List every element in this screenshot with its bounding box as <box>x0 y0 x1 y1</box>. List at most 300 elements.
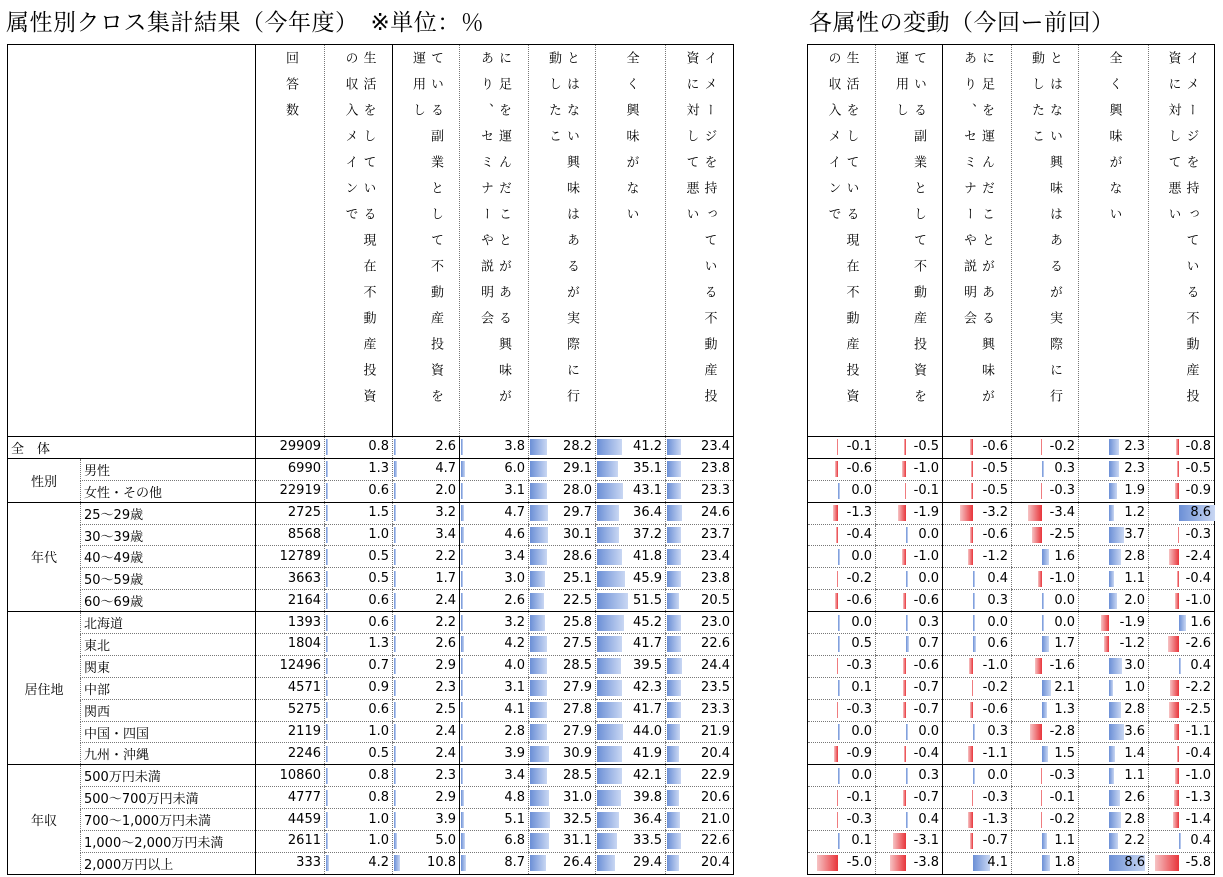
change-bar <box>973 636 976 652</box>
value: 22.9 <box>701 767 730 783</box>
value: 2.6 <box>435 636 456 652</box>
change-value: 8.6 <box>1190 505 1211 521</box>
change-bar <box>1109 527 1124 543</box>
change-bar <box>817 855 838 871</box>
change-bar <box>970 439 973 455</box>
change-value: -1.0 <box>913 548 939 564</box>
response-count: 2164 <box>287 592 321 608</box>
change-bar <box>1177 571 1179 587</box>
response-count: 2611 <box>287 833 321 849</box>
value: 41.7 <box>633 702 662 718</box>
change-value: -0.4 <box>1185 745 1211 761</box>
row-label: 50～59歳 <box>81 568 256 590</box>
value-bar <box>326 636 328 652</box>
change-bar <box>1032 527 1042 543</box>
change-value: -0.4 <box>1185 570 1211 586</box>
value: 2.4 <box>435 724 456 740</box>
change-value: -0.2 <box>846 570 872 586</box>
value: 22.6 <box>701 833 730 849</box>
change-value: -0.6 <box>982 702 1008 718</box>
value: 6.8 <box>504 833 525 849</box>
value: 28.0 <box>563 483 592 499</box>
value-bar <box>461 658 463 674</box>
value-bar <box>461 615 463 631</box>
change-bar <box>1109 505 1114 521</box>
value-bar <box>461 833 465 849</box>
value: 20.6 <box>701 789 730 805</box>
change-value: -0.1 <box>846 439 872 455</box>
value-bar <box>394 790 396 806</box>
response-count: 10860 <box>279 767 321 783</box>
value: 28.2 <box>563 439 592 455</box>
value: 4.2 <box>504 636 525 652</box>
value-bar <box>530 439 547 455</box>
change-value: 0.4 <box>987 570 1008 586</box>
change-bar <box>838 724 840 740</box>
value: 23.4 <box>701 548 730 564</box>
value-bar <box>667 812 680 828</box>
value: 2.2 <box>435 614 456 630</box>
response-count: 2246 <box>287 745 321 761</box>
change-bar <box>1042 833 1047 849</box>
change-row <box>808 458 1215 480</box>
column-header: ている副業として不動産投資を運用し <box>893 51 926 415</box>
value: 31.1 <box>563 833 592 849</box>
change-value: -1.1 <box>1185 724 1211 740</box>
change-bar <box>837 439 839 455</box>
value: 27.5 <box>563 636 592 652</box>
column-header: 全く興味がない <box>1106 51 1122 233</box>
column-header: に足を運んだことがある興味があり、セミナーや説明会 <box>961 51 994 415</box>
value: 1.0 <box>368 724 389 740</box>
value-bar <box>326 833 328 849</box>
change-bar <box>904 746 906 762</box>
change-value: 1.6 <box>1054 548 1075 564</box>
row-label: 中国・四国 <box>81 721 256 743</box>
change-bar <box>837 658 839 674</box>
change-bar <box>970 702 973 718</box>
change-bar <box>1109 680 1113 696</box>
table-row <box>8 590 734 612</box>
value: 0.8 <box>368 767 389 783</box>
row-label: 北海道 <box>81 612 256 634</box>
value: 0.6 <box>368 592 389 608</box>
change-value: 0.0 <box>987 614 1008 630</box>
value: 31.0 <box>563 789 592 805</box>
response-count: 4459 <box>287 811 321 827</box>
change-value: -2.8 <box>1049 724 1075 740</box>
value-bar <box>326 593 328 609</box>
change-bar <box>898 505 906 521</box>
change-value: -0.3 <box>846 811 872 827</box>
value-bar <box>667 702 681 718</box>
change-value: -2.4 <box>1185 548 1211 564</box>
value: 51.5 <box>633 592 662 608</box>
value-bar <box>326 724 328 740</box>
change-bar <box>1030 724 1042 740</box>
value: 4.7 <box>435 461 456 477</box>
response-count: 1804 <box>287 636 321 652</box>
value-bar <box>394 724 396 740</box>
change-bar <box>1042 549 1049 565</box>
change-bar <box>838 833 840 849</box>
change-value: 0.3 <box>1054 461 1075 477</box>
value-bar <box>597 593 628 609</box>
change-value: 0.0 <box>918 724 939 740</box>
change-bar <box>903 658 906 674</box>
change-value: -1.0 <box>1185 767 1211 783</box>
change-bar <box>1109 658 1122 674</box>
value-bar <box>530 724 547 740</box>
value-bar <box>394 571 396 587</box>
change-bar <box>1109 724 1124 740</box>
change-value: 0.0 <box>851 767 872 783</box>
value-bar <box>394 768 396 784</box>
value-bar <box>394 658 396 674</box>
response-count: 5275 <box>287 702 321 718</box>
value-bar <box>326 746 328 762</box>
change-value: 0.0 <box>1054 592 1075 608</box>
change-bar <box>960 505 973 521</box>
table-row <box>8 765 734 787</box>
value-bar <box>326 571 328 587</box>
value-bar <box>597 746 622 762</box>
change-bar <box>1155 855 1179 871</box>
change-bar <box>835 593 838 609</box>
value-bar <box>394 549 396 565</box>
change-bar <box>969 658 973 674</box>
change-bar <box>1041 812 1043 828</box>
value: 0.5 <box>368 548 389 564</box>
change-bar <box>833 505 838 521</box>
table-row <box>8 743 734 765</box>
change-bar <box>838 549 840 565</box>
value-bar <box>597 855 615 871</box>
value: 3.9 <box>504 745 525 761</box>
value: 24.6 <box>701 505 730 521</box>
value: 41.7 <box>633 636 662 652</box>
change-bar <box>1041 439 1043 455</box>
table-row <box>8 437 734 459</box>
change-value: -2.5 <box>1185 702 1211 718</box>
change-value: 0.4 <box>1190 658 1211 674</box>
change-bar <box>1175 768 1179 784</box>
value-bar <box>530 593 544 609</box>
value-bar <box>461 724 463 740</box>
value-bar <box>326 527 328 543</box>
value-bar <box>597 549 622 565</box>
value: 2.3 <box>435 680 456 696</box>
value-bar <box>394 615 396 631</box>
response-count: 29909 <box>279 439 321 455</box>
value: 28.5 <box>563 658 592 674</box>
value-bar <box>326 812 328 828</box>
change-bar <box>970 833 973 849</box>
change-value: -0.2 <box>1049 811 1075 827</box>
change-value: -0.7 <box>982 833 1008 849</box>
value-bar <box>326 658 328 674</box>
change-bar <box>1168 636 1179 652</box>
value: 45.2 <box>633 614 662 630</box>
change-bar <box>1109 571 1114 587</box>
change-row <box>808 743 1215 765</box>
change-bar <box>906 724 908 740</box>
value: 27.8 <box>563 702 592 718</box>
column-header: 回答数 <box>283 51 298 129</box>
change-value: 1.5 <box>1054 745 1075 761</box>
row-label: 東北 <box>81 634 256 656</box>
value: 1.3 <box>368 461 389 477</box>
value: 4.1 <box>504 702 525 718</box>
value: 3.4 <box>504 548 525 564</box>
value-bar <box>394 505 396 521</box>
response-count: 12789 <box>279 548 321 564</box>
change-bar <box>902 461 906 477</box>
value: 6.0 <box>504 461 525 477</box>
change-bar <box>973 615 975 631</box>
value-bar <box>530 483 547 499</box>
change-value: 0.0 <box>987 767 1008 783</box>
change-value: -0.5 <box>982 461 1008 477</box>
change-bar <box>1109 812 1121 828</box>
value-bar <box>597 483 623 499</box>
change-bar <box>972 790 974 806</box>
value: 23.3 <box>701 702 730 718</box>
value: 23.7 <box>701 527 730 542</box>
value: 39.5 <box>633 658 662 674</box>
value-bar <box>597 724 623 740</box>
value: 23.4 <box>701 439 730 455</box>
value-bar <box>667 855 679 871</box>
value-bar <box>461 636 464 652</box>
value: 3.8 <box>504 439 525 455</box>
value-bar <box>326 615 328 631</box>
change-value: -0.8 <box>1185 439 1211 455</box>
change-bar <box>1169 549 1179 565</box>
change-bar <box>1041 483 1043 499</box>
change-value: 0.0 <box>851 724 872 740</box>
change-bar <box>1173 812 1179 828</box>
change-value: 2.8 <box>1124 811 1145 827</box>
change-bar <box>971 461 973 477</box>
value-bar <box>326 505 328 521</box>
change-bar <box>1179 833 1181 849</box>
change-value: -1.0 <box>913 461 939 477</box>
change-bar <box>1109 483 1117 499</box>
change-value: 1.8 <box>1054 855 1075 871</box>
change-bar <box>903 593 906 609</box>
value-bar <box>394 702 396 718</box>
value: 20.4 <box>701 745 730 761</box>
value-bar <box>394 746 396 762</box>
change-value: -0.7 <box>913 680 939 696</box>
value: 44.0 <box>633 724 662 740</box>
change-value: -1.9 <box>913 505 939 521</box>
value: 28.5 <box>563 767 592 783</box>
value-bar <box>394 812 396 828</box>
value-bar <box>530 615 545 631</box>
change-value: 1.6 <box>1190 614 1211 630</box>
table-row <box>8 546 734 568</box>
change-value: -0.3 <box>982 789 1008 805</box>
value: 3.4 <box>504 767 525 783</box>
table-row <box>8 787 734 809</box>
value: 4.0 <box>504 658 525 674</box>
value-bar <box>461 527 464 543</box>
value-bar <box>667 724 680 740</box>
row-label: 25～29歳 <box>81 502 256 524</box>
change-value: -0.1 <box>1049 789 1075 805</box>
value-bar <box>530 812 550 828</box>
change-value: -0.6 <box>982 439 1008 455</box>
change-row <box>808 831 1215 853</box>
change-bar <box>1109 746 1115 762</box>
value: 1.5 <box>368 505 389 521</box>
change-value: 0.0 <box>851 548 872 564</box>
change-bar <box>1176 439 1179 455</box>
change-bar <box>1175 593 1179 609</box>
value: 2.0 <box>435 483 456 499</box>
value-bar <box>597 527 619 543</box>
change-value: -2.5 <box>1049 527 1075 542</box>
value-bar <box>461 812 464 828</box>
response-count: 12496 <box>279 658 321 674</box>
change-value: -3.1 <box>913 833 939 849</box>
change-bar <box>1041 768 1043 784</box>
value-bar <box>597 571 625 587</box>
row-label: 2,000万円以上 <box>81 852 256 874</box>
value: 28.6 <box>563 548 592 564</box>
change-bar <box>1109 702 1121 718</box>
change-bar <box>1177 461 1179 477</box>
table-row <box>8 721 734 743</box>
value-bar <box>326 702 328 718</box>
change-value: 0.1 <box>851 833 872 849</box>
change-value: -0.5 <box>982 483 1008 499</box>
change-row <box>808 524 1215 546</box>
value: 3.1 <box>504 483 525 499</box>
change-bar <box>1109 549 1121 565</box>
value: 4.8 <box>504 789 525 805</box>
table-row <box>8 809 734 831</box>
row-label: 女性・その他 <box>81 480 256 502</box>
change-row <box>808 546 1215 568</box>
change-value: 1.0 <box>1124 680 1145 696</box>
column-header: 生活をしている現在不動産投資の収入メインで <box>825 51 859 415</box>
group-label: 性別 <box>8 458 81 502</box>
response-count: 6990 <box>287 461 321 477</box>
value-bar <box>597 768 622 784</box>
change-value: 8.6 <box>1124 855 1145 871</box>
change-bar <box>1042 680 1051 696</box>
table-row <box>8 655 734 677</box>
change-value: -0.1 <box>846 789 872 805</box>
response-count: 3663 <box>287 570 321 586</box>
change-value: 1.1 <box>1054 833 1075 849</box>
change-bar <box>1109 461 1119 477</box>
change-value: -0.2 <box>1049 439 1075 455</box>
row-label: 700～1,000万円未満 <box>81 809 256 831</box>
change-value: 2.6 <box>1124 789 1145 805</box>
change-value: 2.8 <box>1124 702 1145 718</box>
change-row <box>808 480 1215 502</box>
change-bar <box>971 483 973 499</box>
response-count: 2119 <box>287 724 321 740</box>
value: 3.9 <box>435 811 456 827</box>
value-bar <box>530 790 549 806</box>
value: 30.9 <box>563 745 592 761</box>
change-bar <box>837 571 839 587</box>
value-bar <box>326 461 328 477</box>
value: 0.8 <box>368 789 389 805</box>
change-row <box>808 590 1215 612</box>
change-value: -0.4 <box>846 527 872 542</box>
value: 36.4 <box>633 811 662 827</box>
change-value: 3.6 <box>1124 724 1145 740</box>
value: 41.9 <box>633 745 662 761</box>
value: 2.3 <box>435 767 456 783</box>
value-bar <box>326 439 328 455</box>
value: 29.1 <box>563 461 592 477</box>
change-bar <box>1042 855 1050 871</box>
cross-tab-table <box>7 44 734 875</box>
response-count: 333 <box>296 855 321 871</box>
change-bar <box>1041 790 1043 806</box>
change-bar <box>890 855 906 871</box>
value: 0.6 <box>368 702 389 718</box>
change-value: 0.6 <box>987 636 1008 652</box>
right-table-title: 各属性の変動（今回ー前回） <box>809 10 1115 36</box>
change-bar <box>906 812 908 828</box>
change-bar <box>1042 461 1044 477</box>
change-value: 0.0 <box>851 614 872 630</box>
value-bar <box>667 571 681 587</box>
change-value: 0.3 <box>918 767 939 783</box>
change-value: 0.0 <box>1054 614 1075 630</box>
change-bar <box>1109 833 1118 849</box>
value-bar <box>461 505 464 521</box>
value-bar <box>530 855 546 871</box>
value-bar <box>530 833 549 849</box>
change-value: 0.5 <box>851 636 872 652</box>
value: 2.6 <box>504 592 525 608</box>
value: 0.5 <box>368 745 389 761</box>
change-value: 2.8 <box>1124 548 1145 564</box>
value: 23.8 <box>701 570 730 586</box>
table-row <box>8 612 734 634</box>
value: 27.9 <box>563 724 592 740</box>
change-bar <box>906 571 908 587</box>
value-bar <box>530 746 549 762</box>
change-value: -0.3 <box>1185 527 1211 542</box>
value: 25.8 <box>563 614 592 630</box>
group-label: 年代 <box>8 502 81 611</box>
change-value: -1.0 <box>1049 570 1075 586</box>
change-row <box>808 787 1215 809</box>
value: 2.9 <box>435 658 456 674</box>
change-value: 0.0 <box>918 570 939 586</box>
change-value: -0.2 <box>982 680 1008 696</box>
change-bar <box>906 527 908 543</box>
row-label: 関西 <box>81 699 256 721</box>
change-bar <box>837 812 839 828</box>
group-label: 居住地 <box>8 612 81 765</box>
column-header: ている副業として不動産投資を運用し <box>410 51 443 415</box>
value-bar <box>597 790 621 806</box>
table-row <box>8 568 734 590</box>
change-bar <box>893 833 906 849</box>
value-bar <box>461 702 463 718</box>
